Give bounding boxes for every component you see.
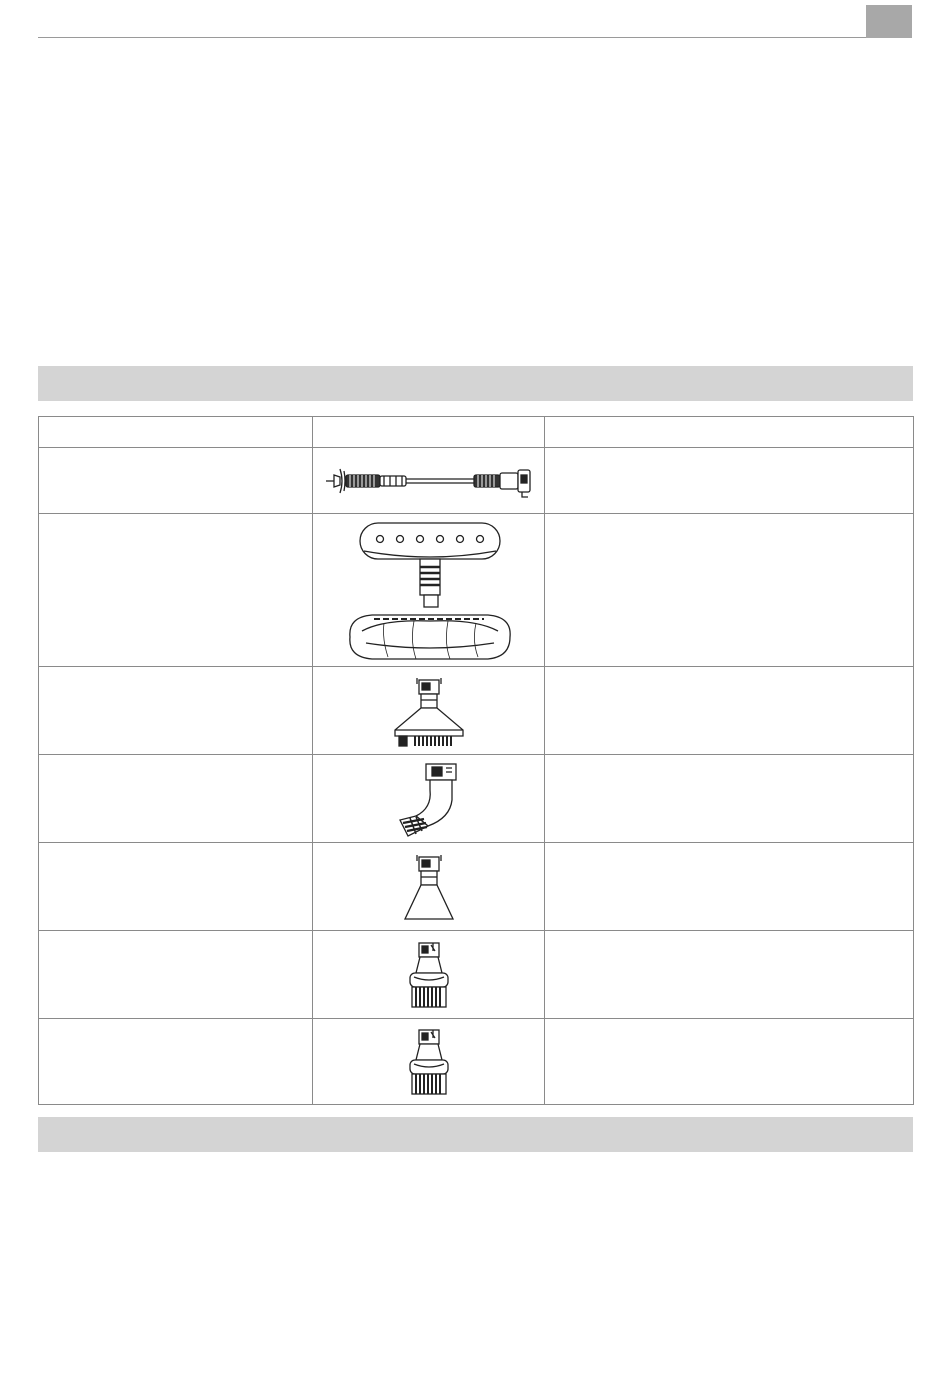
section-header-bar [38,366,913,401]
part-description [545,755,914,843]
part-illustration-cell [313,448,545,514]
table-header-row [39,417,914,448]
part-illustration-cell [313,931,545,1019]
header-rule [38,37,866,38]
extension-tube-icon [322,461,536,501]
accessories-table [38,416,914,1105]
part-description [545,448,914,514]
table-row [39,1019,914,1105]
part-description [545,667,914,755]
angled-nozzle-icon [394,760,464,838]
part-illustration-cell [313,514,545,667]
part-name [39,667,313,755]
part-description [545,514,914,667]
wide-nozzle-icon [399,851,459,923]
part-illustration-cell [313,1019,545,1105]
part-illustration-cell [313,667,545,755]
part-description [545,1019,914,1105]
table-row [39,514,914,667]
part-illustration-cell [313,755,545,843]
table-row [39,667,914,755]
table-row [39,448,914,514]
part-name [39,931,313,1019]
round-brush-icon [404,1026,454,1098]
part-name [39,448,313,514]
page-number-tab [866,5,912,38]
round-brush-icon [404,939,454,1011]
part-name [39,755,313,843]
table-row [39,843,914,931]
part-name [39,843,313,931]
column-header [313,417,545,448]
column-header [545,417,914,448]
section-header-bar [38,1117,913,1152]
part-description [545,931,914,1019]
table-row [39,931,914,1019]
column-header [39,417,313,448]
part-name [39,1019,313,1105]
window-squeegee-nozzle-icon [389,674,469,748]
part-description [545,843,914,931]
floor-brush-with-cloth-icon [344,519,514,661]
table-row [39,755,914,843]
part-illustration-cell [313,843,545,931]
part-name [39,514,313,667]
